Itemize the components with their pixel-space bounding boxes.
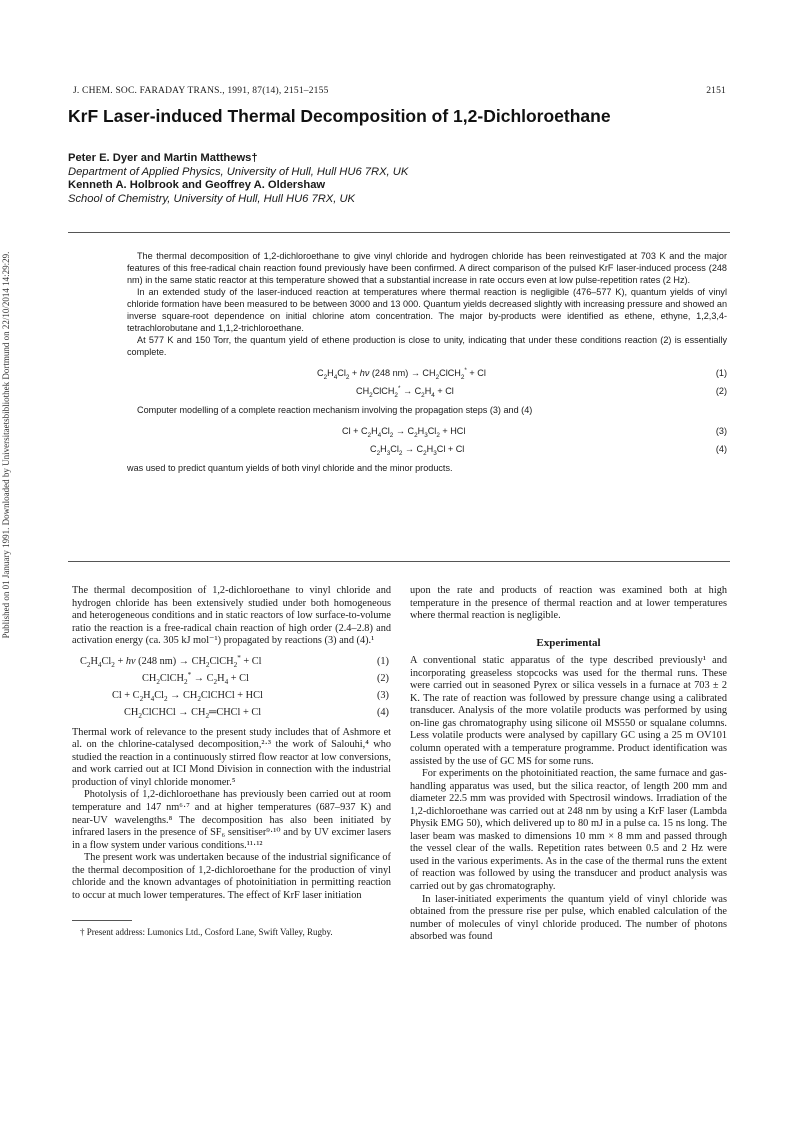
left-paragraph-2: Thermal work of relevance to the present study includes that of Ashmore et al. on the chlorine-catalysed decomposition,²·³ the work of Salouhi,⁴ who studied the reaction in a continuously stirred flow reactor at low conversions, and work carried out at ICI Mond Division in connection with the industrial production of vinyl chloride monomer.⁵ bbox=[72, 726, 391, 788]
abstract-equation-3-number: (3) bbox=[715, 426, 727, 437]
right-paragraph-3: For experiments on the photoinitiated reaction, the same furnace and gas-handling apparatus was used, but the silica reactor, of length 200 mm and diameter 22.5 mm was provided with Spectrosil windows. Irradiation of the 1,2-dichloroethane was carried out at 248 nm by using a KrF laser (Lambda Physik EMG 50), which delivered up to 80 mJ in a pulse ca. 15 ns long. The laser beam was masked to dimensions 10 mm × 8 mm and passed through the vessel clear of the walls. Repetition rates between 0.5 and 2 Hz were used in the various experiments. As in the case of the thermal runs the extent of reaction was followed by using the transducer and product analysis was carried out by gas chromatography. bbox=[410, 768, 727, 893]
body-equation-3: $Cl + C_2H_4Cl_2$ → $CH_2ClCHCl$ + HCl (3) bbox=[112, 689, 389, 703]
left-paragraph-4: The present work was undertaken because of the industrial significance of the thermal decomposition of 1,2-dichloroethane for the production of vinyl chloride and the known advantages of photoinitiation in permitting reaction to occur at much lower temperatures. The effect of KrF laser initiation bbox=[72, 852, 391, 901]
abstract-equation-3: $Cl + C_2H_4Cl_2 \to C_2H_3Cl_2$ + HCl (3) bbox=[342, 426, 727, 440]
abstract-equation-2-number: (2) bbox=[715, 386, 727, 397]
abstract-paragraph-4: Computer modelling of a complete reaction mechanism involving the propagation steps (3) and (4) bbox=[137, 405, 533, 416]
page-number: 2151 bbox=[706, 86, 726, 96]
right-paragraph-2: A conventional static apparatus of the type described previously¹ and incorporating greaseless stopcocks was used for the thermal runs. These were carried out in seasoned Pyrex or silica vessels in a furnace at 703 ± 2 K. The rate of reaction was followed by pressure change using a calibrated transducer. Analysis of the more volatile products was performed by using on-line gas chromatography using silicone oil MS550 or squalane columns. Less volatile products were analysed by capillary GC using a 25 m OV101 column operated with a temperature programme. Product identification was assisted by the use of GC MS for some runs. bbox=[410, 655, 727, 767]
abstract-paragraph-2: In an extended study of the laser-induced reaction at temperatures where thermal reaction is negligible (476–577 K), quantum yields of vinyl chloride formation have been measured to be between 3000 and 13 000. Quantum yields decreased slightly with increasing pressure and showed an inverse square-root dependence on initial chlorine atom concentration. The major by-products were identified as ethene, ethyne, 1,2,3,4-tetrachlorobutane and 1,1,2-trichloroethane. bbox=[127, 287, 727, 334]
article-title: KrF Laser-induced Thermal Decomposition of 1,2-Dichloroethane bbox=[68, 106, 611, 126]
running-head bbox=[73, 86, 726, 96]
right-column bbox=[410, 585, 727, 944]
right-paragraph-4: In laser-initiated experiments the quantum yield of vinyl chloride was obtained from the pressure rise per pulse, which enabled calculation of the number of molecules of vinyl chloride produced. The number of photons absorbed was found bbox=[410, 893, 727, 943]
footnote: † Present address: Lumonics Ltd., Cosford Lane, Swift Valley, Rugby. bbox=[80, 927, 333, 938]
left-paragraph-1: The thermal decomposition of 1,2-dichloroethane to vinyl chloride and hydrogen chloride has been extensively studied under both homogeneous and heterogeneous conditions and in static reactors of low surface-to-volume ratio the reaction is a free-radical chain reaction of high order (2.4–2.8) and activation energy (ca. 305 kJ mol⁻¹) propagated by reactions (3) and (4).¹ bbox=[72, 585, 391, 647]
abstract-top-rule bbox=[68, 232, 730, 233]
abstract-equation-4: $C_2H_3Cl_2 \to C_2H_3Cl + Cl$ (4) bbox=[370, 444, 727, 458]
right-paragraph-1: upon the rate and products of reaction was examined both at high temperature in the presence of thermal reaction and at lower temperatures where thermal reaction is negligible. bbox=[410, 585, 727, 622]
affiliation-2: School of Chemistry, University of Hull, Hull HU6 7RX, UK bbox=[68, 192, 356, 205]
author-names-1: Peter E. Dyer and Martin Matthews† bbox=[68, 152, 258, 164]
abstract-paragraph-5: was used to predict quantum yields of both vinyl chloride and the minor products. bbox=[127, 463, 453, 474]
abstract-paragraph-3: At 577 K and 150 Torr, the quantum yield of ethene production is close to unity, indicating that under these conditions reaction (2) is essentially complete. bbox=[127, 335, 727, 358]
body-equation-2-number: (2) bbox=[376, 672, 389, 684]
abstract-bottom-rule bbox=[68, 561, 730, 562]
section-heading-experimental: Experimental bbox=[536, 636, 601, 649]
abstract-paragraph-1: The thermal decomposition of 1,2-dichloroethane to give vinyl chloride and hydrogen chloride has been reinvestigated at 703 K and the major features of this free-radical chain reaction found previously have been confirmed. A direct comparison of the pulsed KrF laser-induced process (248 nm) in the same static reactor at this temperature showed that a substantial increase in rate occurs even at low pulse-repetition rates (2 Hz). bbox=[127, 251, 727, 286]
left-paragraph-3: Photolysis of 1,2-dichloroethane has previously been carried out at room temperature and 147 nm⁶·⁷ and at higher temperatures (687–937 K) and near-UV wavelengths.⁸ The decomposition has also been initiated by infrared lasers in the presence of SF₆ sensitiser⁹·¹⁰ and by UV excimer lasers in a flow system under various conditions.¹¹·¹² bbox=[72, 789, 391, 851]
body-equation-1-number: (1) bbox=[376, 655, 389, 667]
abstract-equation-1-number: (1) bbox=[715, 368, 727, 379]
body-equation-3-number: (3) bbox=[376, 689, 389, 701]
abstract-equation-1: $C_2H_4Cl_2 + h\nu$ (248 $nm) \to CH_2ClCH_2^* + Cl$ (1) bbox=[317, 367, 727, 382]
body-equation-1: $C_2H_4Cl_2 + h\nu$ (248 $nm) \to CH_2ClCH_2^* + Cl$ (1) bbox=[80, 653, 389, 669]
footnote-rule bbox=[72, 920, 132, 921]
abstract bbox=[127, 250, 727, 475]
body-equation-4-number: (4) bbox=[376, 706, 389, 718]
download-watermark bbox=[1, 210, 11, 680]
abstract-equation-4-number: (4) bbox=[715, 444, 727, 455]
left-column bbox=[72, 585, 391, 939]
body-equation-4: $CH_2ClCHCl$ → $CH_2═CHCl + Cl$ (4) bbox=[124, 706, 389, 720]
abstract-equation-2: $CH_2ClCH_2^* \to C_2H_4 + Cl$ (2) bbox=[356, 385, 727, 400]
author-block bbox=[68, 152, 728, 206]
download-note-text: Published on 01 January 1991. Downloaded by Universitaetsbibliothek Dortmund on 22/10/2014 14:29:29. bbox=[1, 251, 11, 639]
author-names-2: Kenneth A. Holbrook and Geoffrey A. Oldershaw bbox=[68, 179, 326, 191]
journal-citation: J. CHEM. SOC. FARADAY TRANS., 1991, 87(14), 2151–2155 bbox=[73, 86, 329, 96]
affiliation-1: Department of Applied Physics, University of Hull, Hull HU6 7RX, UK bbox=[68, 165, 409, 178]
body-equation-2: $CH_2ClCH_2^* \to C_2H_4 + Cl$ (2) bbox=[142, 670, 389, 686]
